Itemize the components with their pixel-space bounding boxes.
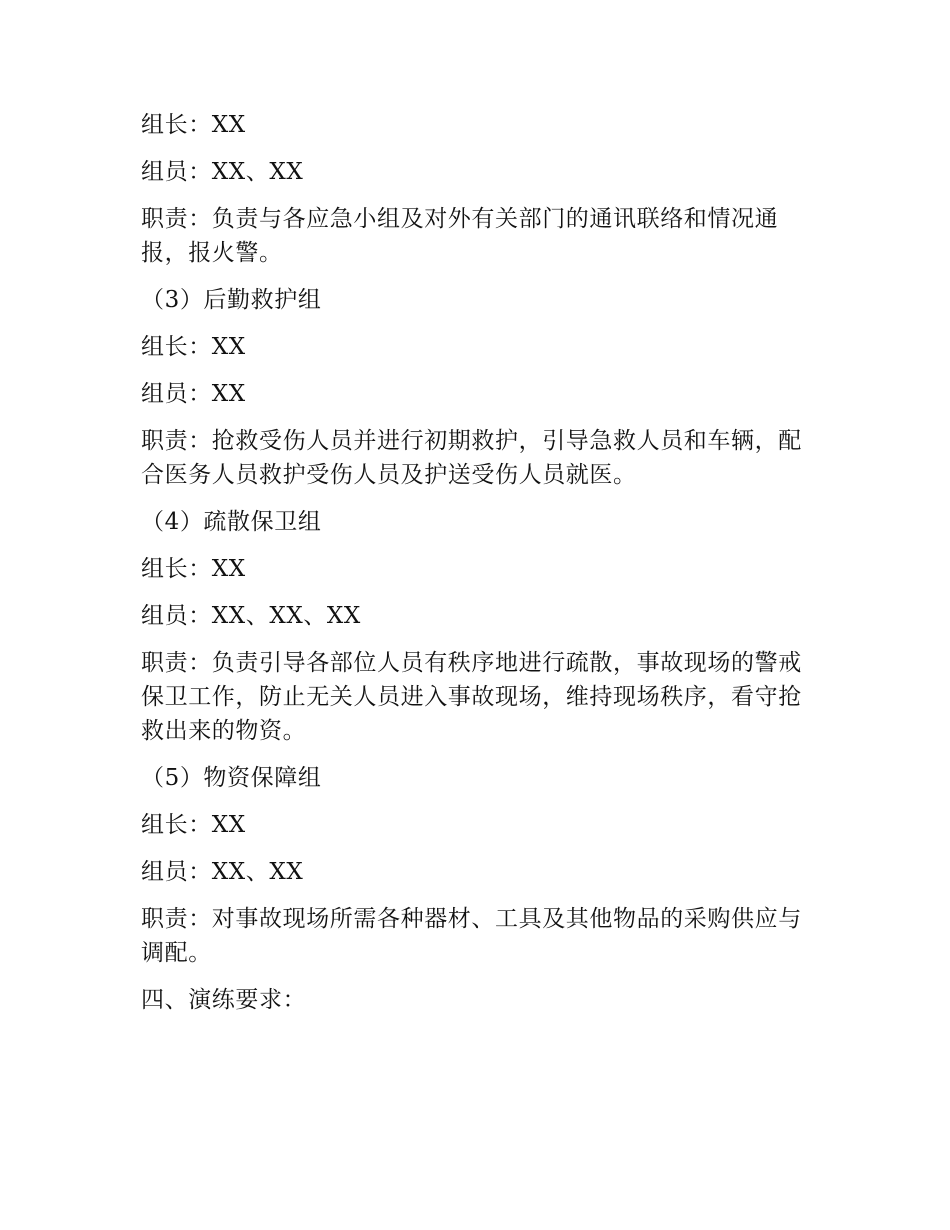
team-members-line: 组员：XX <box>141 381 246 407</box>
duty-paragraph: 职责：对事故现场所需各种器材、工具及其他物品的采购供应与调配。 <box>141 906 802 966</box>
duty-paragraph: 职责：负责引导各部位人员有秩序地进行疏散，事故现场的警戒保卫工作，防止无关人员进入事故现场，维持现场秩序，看守抢救出来的物资。 <box>141 650 802 744</box>
section-heading-materials-support: （5）物资保障组 <box>141 765 322 791</box>
team-members-line: 组员：XX、XX、XX <box>141 603 361 629</box>
team-leader-line: 组长：XX <box>141 112 246 138</box>
duty-paragraph: 职责：负责与各应急小组及对外有关部门的通讯联络和情况通报，报火警。 <box>141 206 779 266</box>
team-members-line: 组员：XX、XX <box>141 859 304 885</box>
team-leader-line: 组长：XX <box>141 812 246 838</box>
team-members-line: 组员：XX、XX <box>141 159 304 185</box>
document-body <box>141 108 813 1030</box>
section-heading-drill-requirements: 四、演练要求： <box>141 987 307 1013</box>
section-heading-logistics-rescue: （3）后勤救护组 <box>141 287 322 313</box>
section-heading-evacuation-security: （4）疏散保卫组 <box>141 509 322 535</box>
team-leader-line: 组长：XX <box>141 556 246 582</box>
team-leader-line: 组长：XX <box>141 334 246 360</box>
duty-paragraph: 职责：抢救受伤人员并进行初期救护，引导急救人员和车辆，配合医务人员救护受伤人员及护送受伤人员就医。 <box>141 428 802 488</box>
